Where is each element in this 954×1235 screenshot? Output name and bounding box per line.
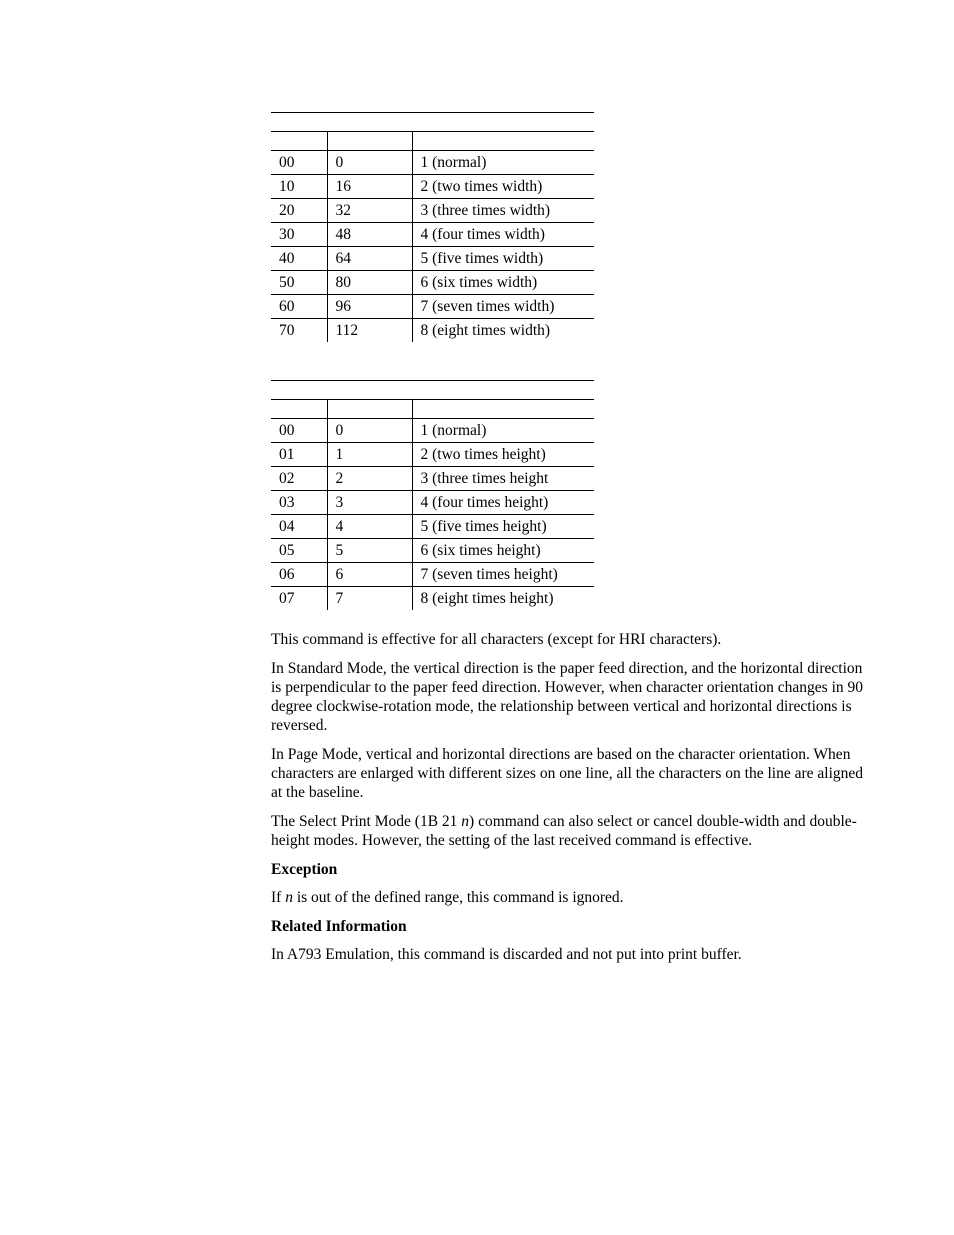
hex-value-cell: 05 xyxy=(271,539,327,563)
magnification-cell: 4 (four times width) xyxy=(412,223,594,247)
note-select-print-mode-after: ) command can also select or cancel double-width and double-height modes. However, the setting of the last received command is effective. xyxy=(271,813,857,849)
hex-value-cell: 00 xyxy=(271,419,327,443)
decimal-value-cell: 0 xyxy=(327,151,412,175)
magnification-cell: 2 (two times height) xyxy=(412,443,594,467)
note-effective-characters: This command is effective for all characters (except for HRI characters). xyxy=(271,631,722,648)
decimal-value-cell: 1 xyxy=(327,443,412,467)
table-row xyxy=(271,491,594,515)
hex-value-cell: 06 xyxy=(271,563,327,587)
hex-value-cell: 30 xyxy=(271,223,327,247)
note-page-mode: In Page Mode, vertical and horizontal directions are based on the character orientation. When characters are enlarged with different sizes on one line, all the characters on the line are aligned at the baseline. xyxy=(271,746,864,801)
hex-value-cell: 01 xyxy=(271,443,327,467)
table-header-row xyxy=(271,132,594,151)
decimal-value-cell: 80 xyxy=(327,271,412,295)
table-row xyxy=(271,443,594,467)
decimal-value-cell: 48 xyxy=(327,223,412,247)
table-row xyxy=(271,419,594,443)
decimal-value-cell: 5 xyxy=(327,539,412,563)
hex-value-cell: 03 xyxy=(271,491,327,515)
decimal-value-cell: 16 xyxy=(327,175,412,199)
height-magnification-table xyxy=(271,380,594,610)
magnification-cell: 3 (three times width) xyxy=(412,199,594,223)
decimal-value-cell: 64 xyxy=(327,247,412,271)
magnification-cell: 4 (four times height) xyxy=(412,491,594,515)
table-row xyxy=(271,467,594,491)
decimal-value-cell: 7 xyxy=(327,587,412,611)
table-title-row xyxy=(271,381,594,400)
header-cell-width xyxy=(412,132,594,151)
magnification-cell: 6 (six times width) xyxy=(412,271,594,295)
note-select-print-mode-before: The Select Print Mode (1B 21 xyxy=(271,813,462,830)
header-cell-hex xyxy=(271,132,327,151)
table-row xyxy=(271,271,594,295)
decimal-value-cell: 0 xyxy=(327,419,412,443)
table-row xyxy=(271,247,594,271)
hex-value-cell: 00 xyxy=(271,151,327,175)
table-row xyxy=(271,151,594,175)
note-select-print-mode xyxy=(271,812,871,850)
header-cell-height xyxy=(412,400,594,419)
hex-value-cell: 10 xyxy=(271,175,327,199)
table-header-row xyxy=(271,400,594,419)
decimal-value-cell: 6 xyxy=(327,563,412,587)
note-standard-mode: In Standard Mode, the vertical direction is the paper feed direction, and the horizontal direction is perpendicular to the paper feed direction. However, when character orientation changes in 90 degree clockwise-rotation mode, the relationship between vertical and horizontal directions is reversed. xyxy=(271,660,864,734)
exception-heading: Exception xyxy=(271,861,338,878)
decimal-value-cell: 3 xyxy=(327,491,412,515)
variable-n: n xyxy=(461,813,470,830)
height-table-body xyxy=(271,381,594,611)
header-cell-decimal xyxy=(327,132,412,151)
magnification-cell: 7 (seven times height) xyxy=(412,563,594,587)
table-row xyxy=(271,515,594,539)
magnification-cell: 7 (seven times width) xyxy=(412,295,594,319)
exception-text-before: If xyxy=(271,889,286,906)
table-row xyxy=(271,199,594,223)
magnification-cell: 5 (five times height) xyxy=(412,515,594,539)
table-row xyxy=(271,587,594,611)
magnification-cell: 6 (six times height) xyxy=(412,539,594,563)
table-row xyxy=(271,539,594,563)
decimal-value-cell: 2 xyxy=(327,467,412,491)
table-title-row xyxy=(271,113,594,132)
table-row xyxy=(271,295,594,319)
variable-n: n xyxy=(285,889,293,906)
magnification-cell: 2 (two times width) xyxy=(412,175,594,199)
decimal-value-cell: 4 xyxy=(327,515,412,539)
decimal-value-cell: 32 xyxy=(327,199,412,223)
exception-text-after: is out of the defined range, this command is ignored. xyxy=(292,889,624,906)
hex-value-cell: 40 xyxy=(271,247,327,271)
hex-value-cell: 60 xyxy=(271,295,327,319)
header-cell-hex xyxy=(271,400,327,419)
hex-value-cell: 02 xyxy=(271,467,327,491)
table-row xyxy=(271,319,594,343)
command-notes xyxy=(271,630,871,974)
hex-value-cell: 04 xyxy=(271,515,327,539)
decimal-value-cell: 96 xyxy=(327,295,412,319)
exception-text xyxy=(271,888,871,907)
hex-value-cell: 20 xyxy=(271,199,327,223)
hex-value-cell: 07 xyxy=(279,590,295,607)
width-magnification-table xyxy=(271,112,594,342)
hex-value-cell: 50 xyxy=(271,271,327,295)
related-information-heading: Related Information xyxy=(271,918,407,935)
magnification-cell: 8 (eight times height) xyxy=(412,587,594,611)
table-row xyxy=(271,223,594,247)
related-information-text: In A793 Emulation, this command is discarded and not put into print buffer. xyxy=(271,946,742,963)
table-row xyxy=(271,175,594,199)
magnification-cell: 1 (normal) xyxy=(412,151,594,175)
header-cell-decimal xyxy=(327,400,412,419)
width-table-body xyxy=(271,113,594,343)
magnification-cell: 8 (eight times width) xyxy=(412,319,594,343)
decimal-value-cell: 112 xyxy=(327,319,412,343)
magnification-cell: 1 (normal) xyxy=(412,419,594,443)
magnification-cell: 3 (three times height xyxy=(412,467,594,491)
magnification-cell: 5 (five times width) xyxy=(412,247,594,271)
table-row xyxy=(271,563,594,587)
hex-value-cell: 70 xyxy=(279,322,295,339)
